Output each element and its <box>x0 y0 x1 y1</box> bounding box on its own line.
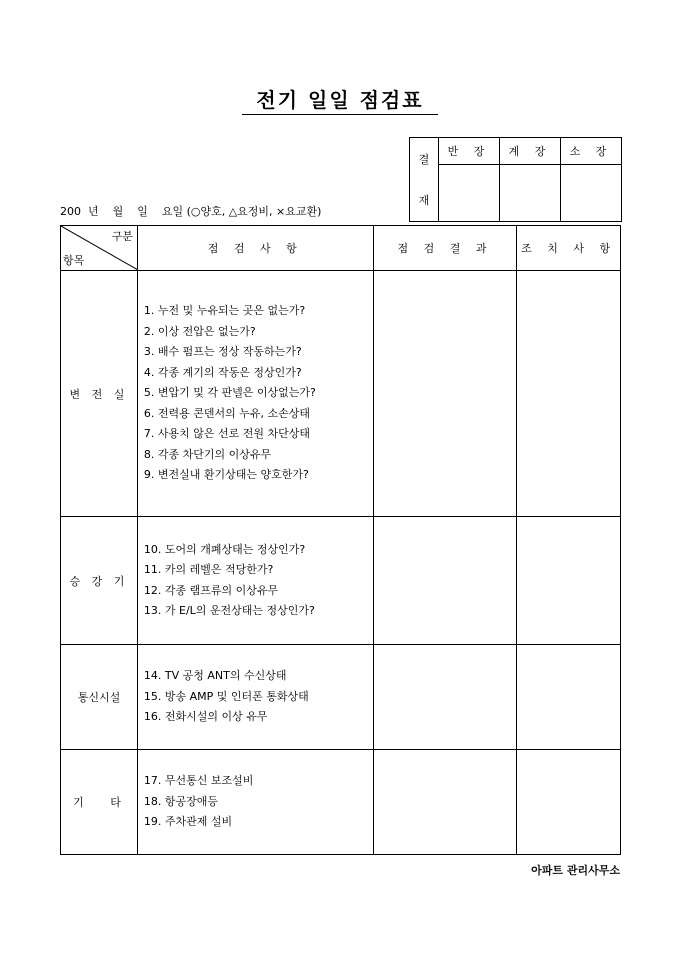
check-item: 4. 각종 계기의 작동은 정상인가? <box>143 365 302 379</box>
page-title-wrap <box>0 84 680 113</box>
action-cell-elevator[interactable] <box>517 517 621 645</box>
check-item: 5. 변압기 및 각 판넬은 이상없는가? <box>143 386 316 400</box>
category-communication: 통신시설 <box>61 645 138 750</box>
check-item: 17. 무선통신 보조설비 <box>143 774 254 788</box>
check-items-other <box>137 750 373 855</box>
category-elevator: 승 강 기 <box>61 517 138 645</box>
action-cell-substation[interactable] <box>517 271 621 517</box>
result-cell-elevator[interactable] <box>373 517 517 645</box>
table-row <box>61 750 621 855</box>
column-header-results: 점 검 결 과 <box>373 226 517 271</box>
check-item: 3. 배수 펌프는 정상 작동하는가? <box>143 345 302 359</box>
check-item: 9. 변전실내 환기상태는 양호한가? <box>143 468 309 482</box>
result-cell-substation[interactable] <box>373 271 517 517</box>
inspection-table <box>60 225 621 855</box>
signature-cell-sojang[interactable] <box>561 165 622 222</box>
approval-label <box>410 138 439 222</box>
check-items-elevator <box>137 517 373 645</box>
column-header-actions: 조 치 사 항 <box>517 226 621 271</box>
approval-label-bottom: 재 <box>418 193 430 207</box>
check-item: 2. 이상 전압은 없는가? <box>143 324 256 338</box>
approval-label-top: 결 <box>418 152 430 166</box>
category-substation: 변 전 실 <box>61 271 138 517</box>
approval-header-sojang: 소 장 <box>561 138 622 165</box>
table-row <box>61 271 621 517</box>
check-item: 8. 각종 차단기의 이상유무 <box>143 447 272 461</box>
date-line: 200 년 월 일 요일 (○양호, △요정비, ×요교환) <box>60 205 322 218</box>
action-cell-other[interactable] <box>517 750 621 855</box>
result-cell-other[interactable] <box>373 750 517 855</box>
check-item: 14. TV 공청 ANT의 수신상태 <box>143 669 287 683</box>
check-item: 16. 전화시설의 이상 유무 <box>143 710 268 724</box>
check-item: 10. 도어의 개폐상태는 정상인가? <box>143 542 306 556</box>
signature-cell-banjang[interactable] <box>439 165 500 222</box>
corner-label-category: 구분 <box>111 230 133 243</box>
check-item: 13. 가 E/L의 운전상태는 정상인가? <box>143 604 315 617</box>
check-item: 6. 전력용 콘덴서의 누유, 소손상태 <box>143 406 311 420</box>
approval-header-banjang: 반 장 <box>439 138 500 165</box>
check-item: 12. 각종 램프류의 이상유무 <box>143 583 279 597</box>
check-item: 15. 방송 AMP 및 인터폰 통화상태 <box>143 689 309 703</box>
office-name: 아파트 관리사무소 <box>531 864 620 877</box>
check-item: 1. 누전 및 누유되는 곳은 없는가? <box>143 304 306 318</box>
page-title: 전기 일일 점검표 <box>242 88 437 115</box>
action-cell-communication[interactable] <box>517 645 621 750</box>
category-other: 기 타 <box>61 750 138 855</box>
approval-box <box>409 137 622 222</box>
approval-header-gyejang: 계 장 <box>500 138 561 165</box>
corner-header-cell <box>61 226 138 271</box>
check-item: 7. 사용치 않은 선로 전원 차단상태 <box>143 427 311 441</box>
signature-cell-gyejang[interactable] <box>500 165 561 222</box>
check-item: 11. 카의 레벨은 적당한가? <box>143 563 274 576</box>
table-row <box>61 517 621 645</box>
column-header-items: 점 검 사 항 <box>137 226 373 271</box>
check-item: 18. 항공장애등 <box>143 794 219 808</box>
table-header-row <box>61 226 621 271</box>
check-items-substation <box>137 271 373 517</box>
corner-label-item: 항목 <box>63 254 85 267</box>
check-items-communication <box>137 645 373 750</box>
check-item: 19. 주차관제 설비 <box>143 815 233 829</box>
result-cell-communication[interactable] <box>373 645 517 750</box>
table-row <box>61 645 621 750</box>
